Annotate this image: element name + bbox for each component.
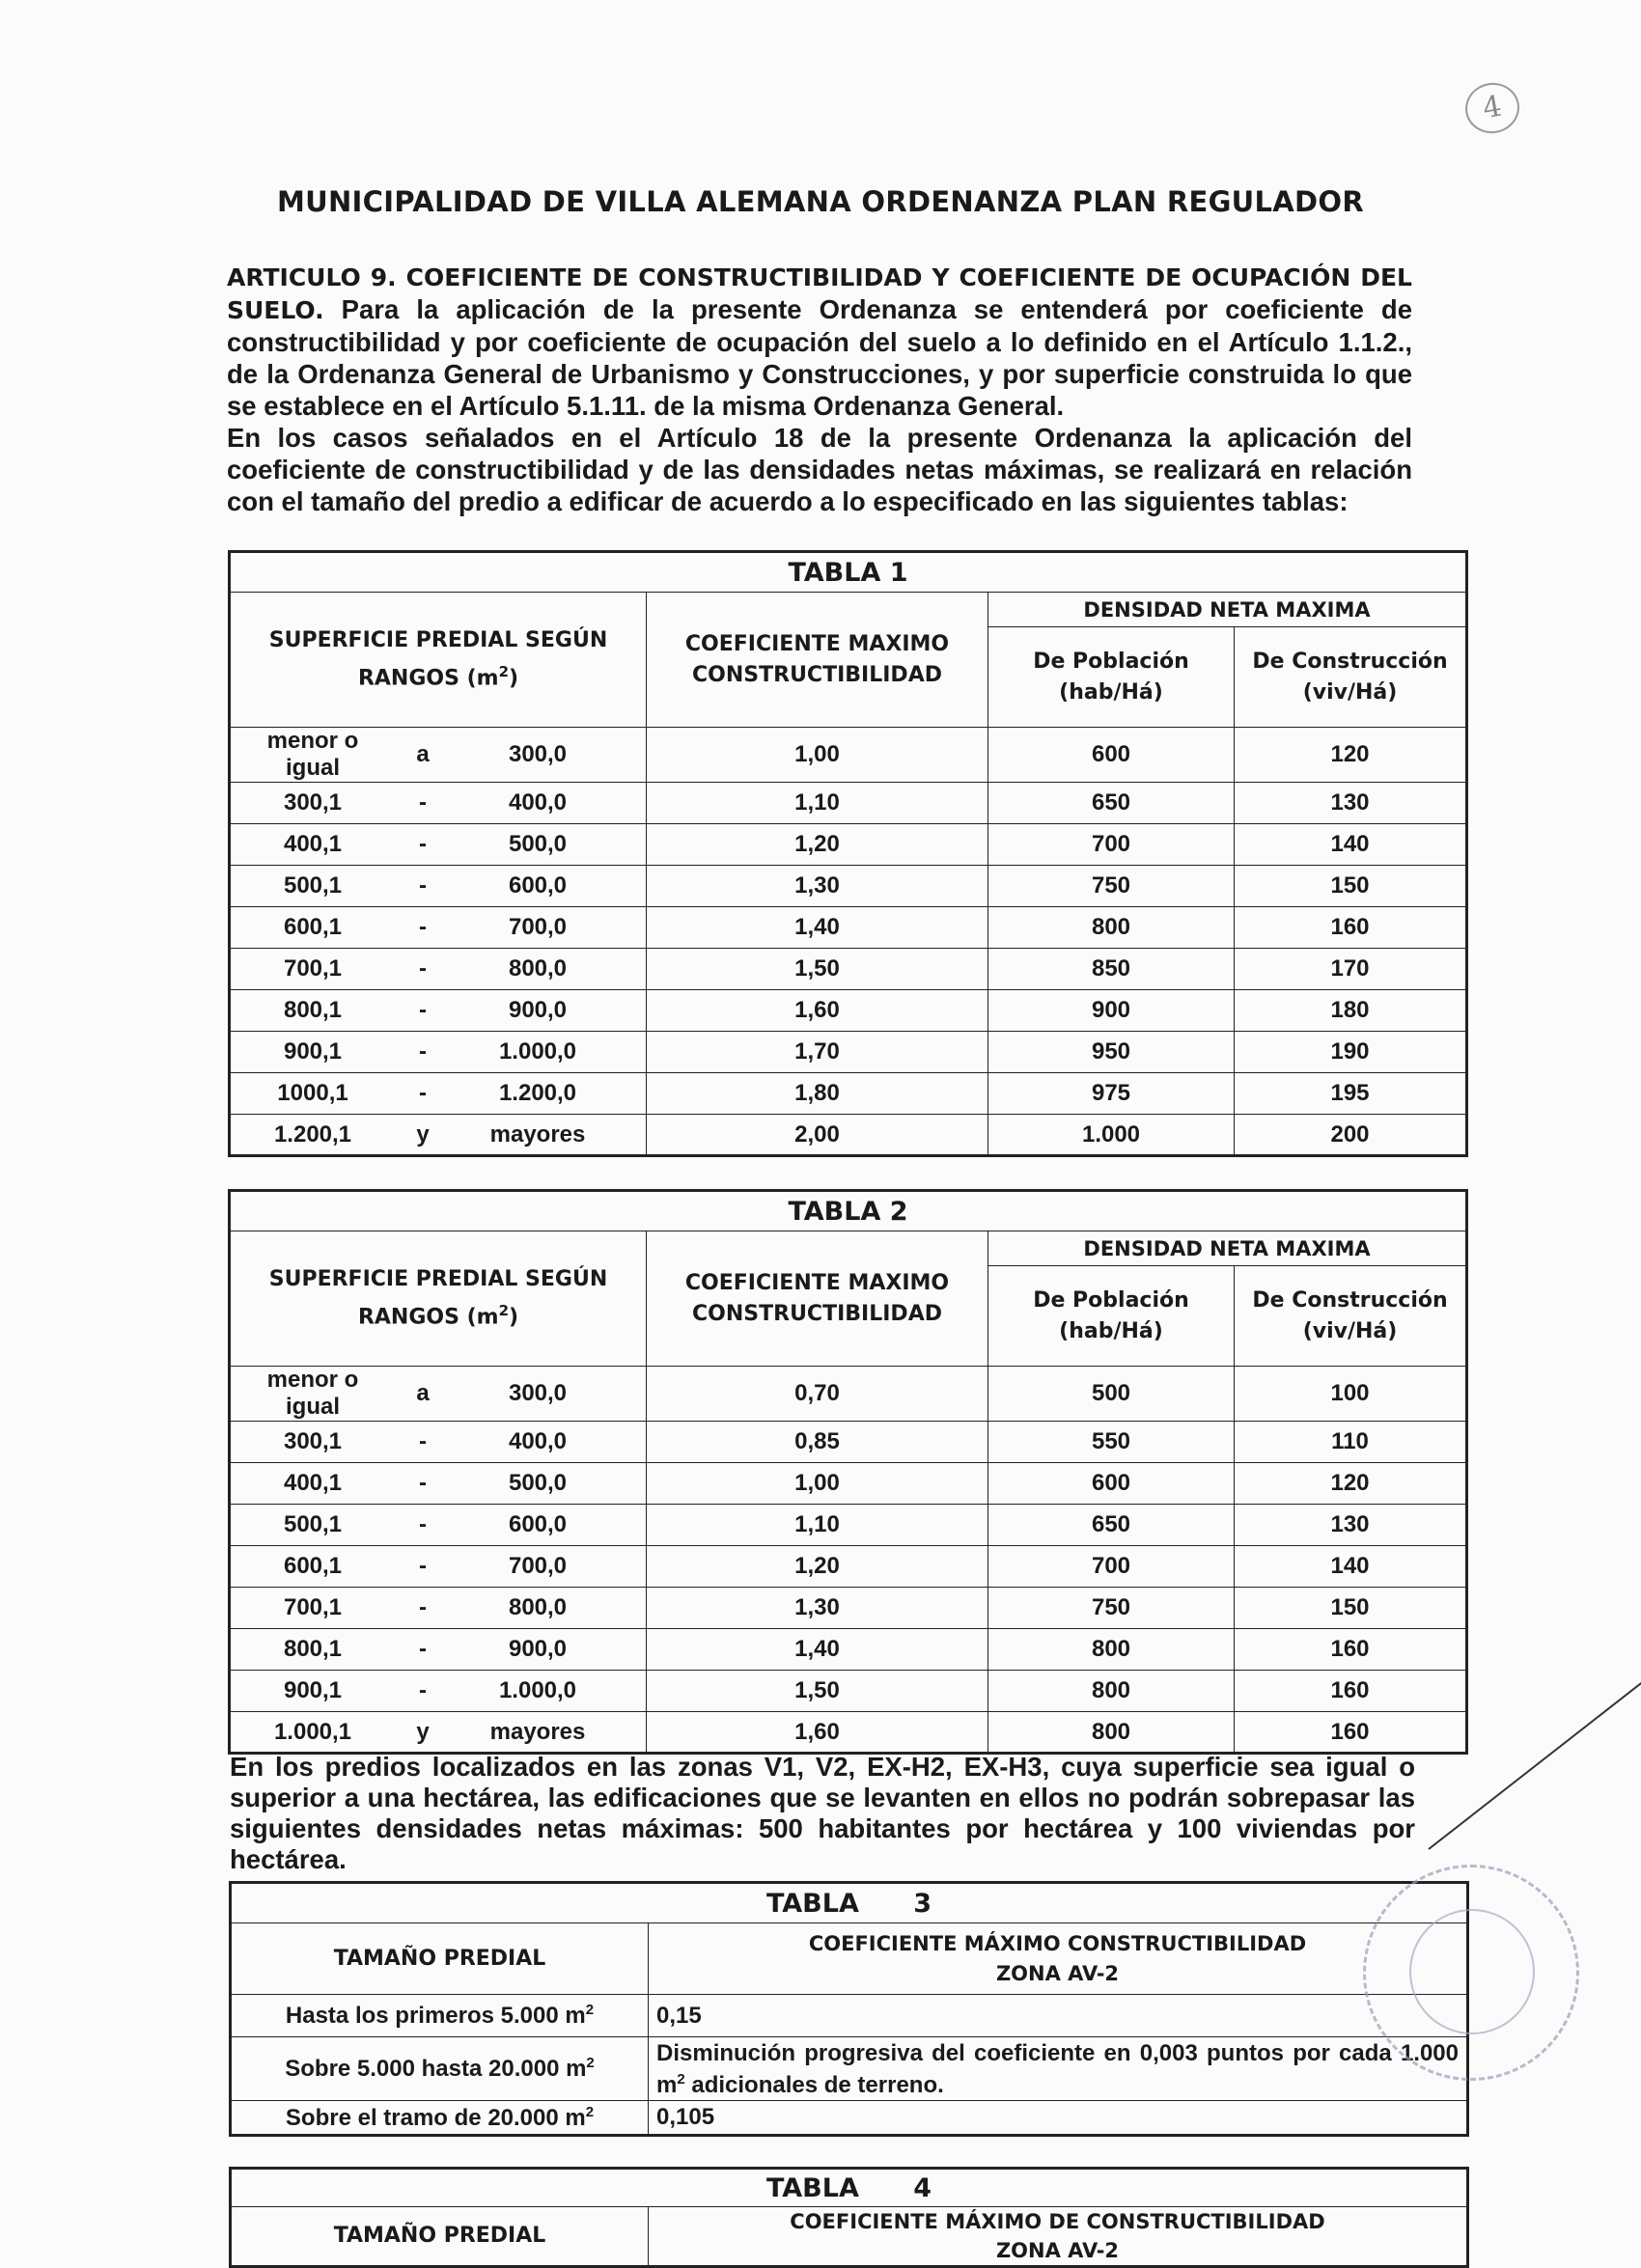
tabla-3 <box>229 1881 1469 2137</box>
article-text-1: Para la aplicación de la presente Ordenanza se entenderá por coeficiente de constructibilidad y por coeficiente de ocupación del suelo a lo definido en el Artículo 1.1.2., de la Ordenanza General de Urbanismo y Construcciones, y por superficie construida lo que se establece en el Artículo 5.1.11. de la misma Ordenanza General. <box>227 294 1412 421</box>
table-row <box>230 1115 1467 1156</box>
cell-viv: 160 <box>1235 907 1467 949</box>
tabla-3-col-coef: COEFICIENTE MÁXIMO CONSTRUCTIBILIDAD ZONA AV-2 <box>649 1923 1468 1995</box>
cell-coef: 0,70 <box>647 1367 988 1422</box>
tabla-3-row-label: Sobre 5.000 hasta 20.000 $m^2$ <box>231 2037 649 2101</box>
cell-coef: 1,40 <box>647 1629 988 1671</box>
table-row <box>230 907 1467 949</box>
tabla-2-body <box>230 1367 1467 1754</box>
range-to: 600,0 <box>508 1511 568 1537</box>
cell-coef: 1,60 <box>647 1712 988 1754</box>
article-9 <box>227 261 1412 517</box>
range-to: 400,0 <box>508 1428 568 1454</box>
range-to: 300,0 <box>508 1380 568 1406</box>
cell-superficie <box>230 1671 647 1712</box>
range-to: 600,0 <box>508 872 568 899</box>
header-coef: COEFICIENTE MAXIMO CONSTRUCTIBILIDAD <box>647 593 988 728</box>
range-sep: - <box>419 1038 427 1065</box>
cell-pob: 800 <box>988 1712 1235 1754</box>
cell-pob: 950 <box>988 1032 1235 1073</box>
tabla-2-title: TABLA 2 <box>230 1191 1467 1231</box>
range-sep: - <box>419 1428 427 1454</box>
tabla-4-col-coef: COEFICIENTE MÁXIMO DE CONSTRUCTIBILIDAD ZONA AV-2 <box>649 2207 1468 2267</box>
note-paragraph: En los predios localizados en las zonas V1, V2, EX-H2, EX-H3, cuya superficie sea igual o superior a una hectárea, las edificaciones que se levanten en ellos no podrán sobrepasar las siguientes densidades netas máximas: 500 habitantes por hectárea y 100 viviendas por hectárea. <box>230 1752 1415 1874</box>
table-row <box>230 728 1467 783</box>
header-poblacion: De Población (hab/Há) <box>988 1266 1235 1367</box>
table-row <box>230 1073 1467 1115</box>
cell-superficie <box>230 728 647 783</box>
tabla-2 <box>228 1189 1468 1755</box>
cell-superficie <box>230 907 647 949</box>
range-from: 400,1 <box>283 1470 343 1496</box>
header-construccion: De Construcción (viv/Há) <box>1235 1266 1467 1367</box>
cell-viv: 180 <box>1235 990 1467 1032</box>
range-to: 1.000,0 <box>498 1038 577 1065</box>
cell-coef: 1,80 <box>647 1073 988 1115</box>
cell-pob: 975 <box>988 1073 1235 1115</box>
cell-viv: 140 <box>1235 1546 1467 1588</box>
article-title: ARTICULO 9. COEFICIENTE DE CONSTRUCTIBILIDAD Y COEFICIENTE DE OCUPACIÓN DEL SUELO. <box>227 263 1412 324</box>
range-to: 800,0 <box>508 1594 568 1620</box>
range-from: 800,1 <box>283 997 343 1023</box>
cell-superficie <box>230 949 647 990</box>
tabla-3-title: TABLA 3 <box>231 1883 1468 1923</box>
range-sep: - <box>419 872 427 899</box>
tabla-1-title: TABLA 1 <box>230 552 1467 593</box>
header-densidad: DENSIDAD NETA MAXIMA <box>988 1231 1467 1266</box>
range-to: 400,0 <box>508 789 568 816</box>
range-from: 600,1 <box>283 914 343 940</box>
article-paragraph-2: En los casos señalados en el Artículo 18 de la presente Ordenanza la aplicación del coeficiente de constructibilidad y de las densidades netas máximas, se realizará en relación con el tamaño del predio a edificar de acuerdo a lo especificado en las siguientes tablas: <box>227 423 1412 516</box>
tabla-3-row-value: Disminución progresiva del coeficiente en 0,003 puntos por cada 1.000 $m^2$ adicionales de terreno. <box>649 2037 1468 2101</box>
cell-coef: 0,85 <box>647 1422 988 1463</box>
table-row <box>230 1422 1467 1463</box>
cell-pob: 850 <box>988 949 1235 990</box>
range-from: 800,1 <box>283 1636 343 1662</box>
range-to: mayores <box>489 1718 586 1745</box>
table-row <box>230 1588 1467 1629</box>
cell-coef: 1,50 <box>647 1671 988 1712</box>
range-sep: - <box>419 1511 427 1537</box>
table-row <box>230 949 1467 990</box>
table-row <box>230 824 1467 866</box>
tabla-1-body <box>230 728 1467 1156</box>
cell-coef: 1,10 <box>647 783 988 824</box>
range-from: 300,1 <box>283 1428 343 1454</box>
cell-pob: 600 <box>988 1463 1235 1505</box>
header-poblacion: De Población (hab/Há) <box>988 627 1235 728</box>
cell-superficie <box>230 866 647 907</box>
cell-superficie <box>230 1463 647 1505</box>
range-sep: - <box>419 831 427 857</box>
cell-pob: 750 <box>988 1588 1235 1629</box>
range-to: 1.200,0 <box>498 1080 577 1106</box>
range-to: 300,0 <box>508 741 568 767</box>
cell-viv: 195 <box>1235 1073 1467 1115</box>
cell-viv: 100 <box>1235 1367 1467 1422</box>
cell-coef: 1,70 <box>647 1032 988 1073</box>
tabla-4 <box>229 2167 1469 2268</box>
table-row <box>230 1546 1467 1588</box>
cell-superficie <box>230 1588 647 1629</box>
cell-viv: 140 <box>1235 824 1467 866</box>
range-to: 800,0 <box>508 955 568 982</box>
cell-pob: 800 <box>988 1629 1235 1671</box>
cell-viv: 120 <box>1235 728 1467 783</box>
cell-pob: 500 <box>988 1367 1235 1422</box>
page-number: 4 <box>1461 79 1523 138</box>
cell-viv: 160 <box>1235 1629 1467 1671</box>
cell-coef: 1,20 <box>647 1546 988 1588</box>
range-sep: y <box>416 1120 430 1148</box>
cell-pob: 1.000 <box>988 1115 1235 1156</box>
range-from: 1.000,1 <box>273 1718 352 1745</box>
range-from: 1.200,1 <box>273 1120 352 1148</box>
range-sep: - <box>419 1553 427 1579</box>
range-from: 500,1 <box>283 1511 343 1537</box>
cell-pob: 700 <box>988 1546 1235 1588</box>
table-row <box>230 866 1467 907</box>
table-row <box>230 783 1467 824</box>
range-to: 500,0 <box>508 831 568 857</box>
cell-pob: 900 <box>988 990 1235 1032</box>
tabla-4-col-tamano: TAMAÑO PREDIAL <box>231 2207 649 2267</box>
range-from: menor o igual <box>266 1367 359 1420</box>
range-from: 700,1 <box>283 955 343 982</box>
cell-viv: 120 <box>1235 1463 1467 1505</box>
tabla-3-col-tamano: TAMAÑO PREDIAL <box>231 1923 649 1995</box>
range-sep: - <box>419 997 427 1023</box>
range-to: mayores <box>489 1120 586 1148</box>
range-sep: - <box>419 1080 427 1106</box>
article-paragraph-1 <box>227 261 1412 422</box>
table-row <box>230 1671 1467 1712</box>
header-construccion: De Construcción (viv/Há) <box>1235 627 1467 728</box>
cell-viv: 160 <box>1235 1712 1467 1754</box>
cell-superficie <box>230 1073 647 1115</box>
cell-superficie <box>230 1505 647 1546</box>
range-sep: y <box>416 1718 430 1745</box>
header-coef: COEFICIENTE MAXIMO CONSTRUCTIBILIDAD <box>647 1231 988 1367</box>
header-superficie: SUPERFICIE PREDIAL SEGÚN RANGOS $(m^2)$ <box>230 1231 647 1367</box>
cell-coef: 1,50 <box>647 949 988 990</box>
range-sep: - <box>419 1677 427 1703</box>
cell-superficie <box>230 1115 647 1156</box>
cell-coef: 2,00 <box>647 1115 988 1156</box>
range-sep: - <box>419 1594 427 1620</box>
municipal-stamp-inner <box>1409 1909 1535 2034</box>
cell-pob: 750 <box>988 866 1235 907</box>
range-sep: - <box>419 1636 427 1662</box>
cell-viv: 130 <box>1235 783 1467 824</box>
cell-viv: 170 <box>1235 949 1467 990</box>
range-sep: a <box>416 741 430 767</box>
cell-pob: 600 <box>988 728 1235 783</box>
tabla-3-row-label: Hasta los primeros 5.000 $m^2$ <box>231 1995 649 2037</box>
tabla-4-title: TABLA 4 <box>231 2169 1468 2207</box>
range-sep: - <box>419 955 427 982</box>
range-sep: a <box>416 1380 430 1406</box>
range-sep: - <box>419 789 427 816</box>
cell-coef: 1,60 <box>647 990 988 1032</box>
tabla-3-row-value: 0,105 <box>649 2101 1468 2136</box>
cell-pob: 550 <box>988 1422 1235 1463</box>
cell-viv: 190 <box>1235 1032 1467 1073</box>
table-row <box>230 1505 1467 1546</box>
cell-coef: 1,30 <box>647 866 988 907</box>
table-row <box>230 990 1467 1032</box>
range-to: 700,0 <box>508 914 568 940</box>
cell-viv: 130 <box>1235 1505 1467 1546</box>
range-from: 900,1 <box>283 1677 343 1703</box>
range-to: 900,0 <box>508 997 568 1023</box>
cell-viv: 200 <box>1235 1115 1467 1156</box>
range-from: 1000,1 <box>277 1080 348 1106</box>
cell-pob: 650 <box>988 1505 1235 1546</box>
range-from: 900,1 <box>283 1038 343 1065</box>
cell-superficie <box>230 1546 647 1588</box>
cell-coef: 1,40 <box>647 907 988 949</box>
cell-coef: 1,20 <box>647 824 988 866</box>
cell-pob: 800 <box>988 907 1235 949</box>
table-row <box>230 1367 1467 1422</box>
cell-superficie <box>230 990 647 1032</box>
cell-superficie <box>230 1032 647 1073</box>
cell-pob: 650 <box>988 783 1235 824</box>
cell-viv: 150 <box>1235 1588 1467 1629</box>
cell-superficie <box>230 1422 647 1463</box>
range-from: 700,1 <box>283 1594 343 1620</box>
range-from: 300,1 <box>283 789 343 816</box>
tabla-3-row-value: 0,15 <box>649 1995 1468 2037</box>
range-to: 1.000,0 <box>498 1677 577 1703</box>
range-from: 600,1 <box>283 1553 343 1579</box>
table-row <box>230 1629 1467 1671</box>
range-to: 700,0 <box>508 1553 568 1579</box>
cell-viv: 150 <box>1235 866 1467 907</box>
cell-coef: 1,30 <box>647 1588 988 1629</box>
header-superficie: SUPERFICIE PREDIAL SEGÚN RANGOS $(m^2)$ <box>230 593 647 728</box>
cell-coef: 1,10 <box>647 1505 988 1546</box>
table-row <box>230 1712 1467 1754</box>
cell-viv: 110 <box>1235 1422 1467 1463</box>
tabla-1 <box>228 550 1468 1157</box>
page-header: MUNICIPALIDAD DE VILLA ALEMANA ORDENANZA PLAN REGULADOR <box>276 185 1365 218</box>
range-from: menor o igual <box>266 728 359 781</box>
range-from: 500,1 <box>283 872 343 899</box>
cell-superficie <box>230 824 647 866</box>
cell-coef: 1,00 <box>647 728 988 783</box>
cell-superficie <box>230 783 647 824</box>
tabla-3-row-label: Sobre el tramo de 20.000 $m^2$ <box>231 2101 649 2136</box>
cell-pob: 800 <box>988 1671 1235 1712</box>
table-row <box>230 1463 1467 1505</box>
range-from: 400,1 <box>283 831 343 857</box>
table-row <box>230 1032 1467 1073</box>
cell-superficie <box>230 1629 647 1671</box>
cell-superficie <box>230 1712 647 1754</box>
cell-superficie <box>230 1367 647 1422</box>
cell-coef: 1,00 <box>647 1463 988 1505</box>
cell-viv: 160 <box>1235 1671 1467 1712</box>
cell-pob: 700 <box>988 824 1235 866</box>
range-to: 500,0 <box>508 1470 568 1496</box>
range-sep: - <box>419 914 427 940</box>
range-sep: - <box>419 1470 427 1496</box>
range-to: 900,0 <box>508 1636 568 1662</box>
header-densidad: DENSIDAD NETA MAXIMA <box>988 593 1467 627</box>
